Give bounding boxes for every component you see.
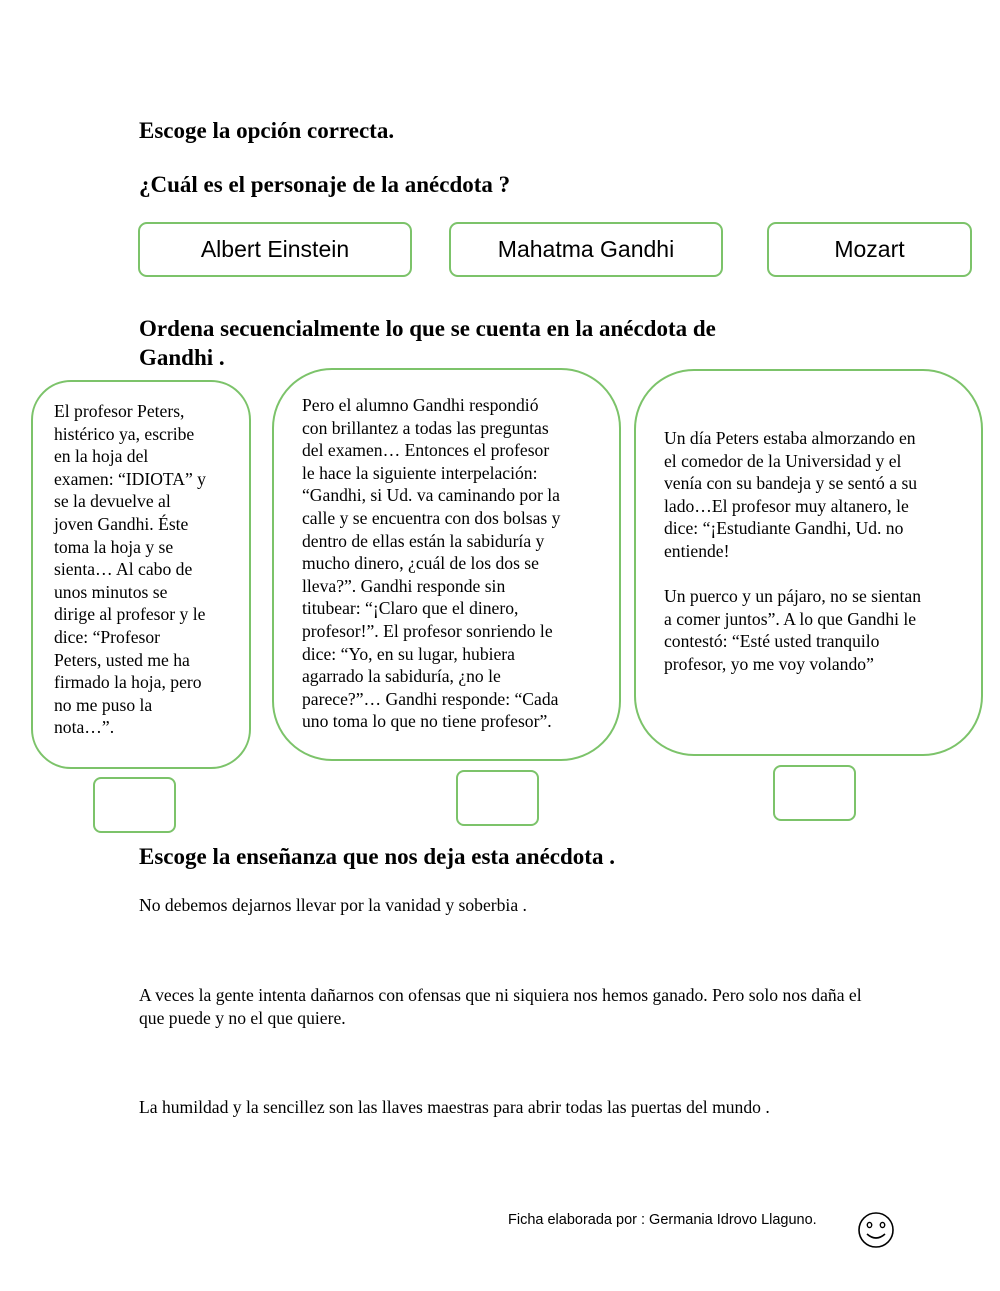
question-heading: ¿Cuál es el personaje de la anécdota ? [139,172,511,197]
story-card-3-text: Un día Peters estaba almorzando en el comedor de la Universidad y el venía con su bandeja y se sentó a su lado…El profesor muy altanero, le dice: “¡Estudiante Gandhi, Ud. no entiende! Un puerco y un pájaro, no se sientan a comer juntos”. A lo que Gandhi le contestó: “Esté usted tranquilo profesor, yo me voy volando” [664,428,921,674]
smiley-face-icon [856,1210,896,1250]
order-slot-2[interactable] [456,770,539,826]
story-card-2-text: Pero el alumno Gandhi respondió con brillantez a todas las preguntas del examen… Entonces el profesor le hace la siguiente interpelación: “Gandhi, si Ud. va caminando por la calle y se encuentra con dos bolsas y dentro de ellas están la sabiduría y mucho dinero, ¿cuál de los dos se lleva?”. Gandhi responde sin titubear: “¡Claro que el dinero, profesor!”. El profesor sonriendo le dice: “Yo, en su lugar, hubiera agarrado la sabiduría, ¿no le parece?”… Gandhi responde: “Cada uno toma lo que no tiene profesor”. [302,395,561,732]
option-button-3[interactable]: Mozart [767,222,972,277]
lesson-option-3[interactable]: La humildad y la sencillez son las llaves maestras para abrir todas las puertas del mundo . [139,1097,770,1117]
order-heading-line2: Gandhi . [139,345,225,370]
option-button-2[interactable]: Mahatma Gandhi [449,222,723,277]
lesson-option-1[interactable]: No debemos dejarnos llevar por la vanidad y soberbia . [139,895,527,915]
lesson-heading: Escoge la enseñanza que nos deja esta anécdota . [139,844,615,869]
option-button-1[interactable]: Albert Einstein [138,222,412,277]
instruction-heading: Escoge la opción correcta. [139,118,395,143]
order-slot-1[interactable] [93,777,176,833]
order-slot-3[interactable] [773,765,856,821]
story-card-1-text: El profesor Peters, histérico ya, escribe en la hoja del examen: “IDIOTA” y se la devuelve al joven Gandhi. Éste toma la hoja y se sienta… Al cabo de unos minutos se dirige al profesor y le dice: “Profesor Peters, usted me ha firmado la hoja, pero no me puso la nota…”. [54,401,206,738]
lesson-option-2[interactable]: A veces la gente intenta dañarnos con ofensas que ni siquiera nos hemos ganado. Pero solo nos daña el que puede y no el que quiere. [139,985,862,1028]
order-heading-line1: Ordena secuencialmente lo que se cuenta en la anécdota de [139,316,716,341]
footer-credit: Ficha elaborada por : Germania Idrovo Llaguno. [508,1212,817,1228]
